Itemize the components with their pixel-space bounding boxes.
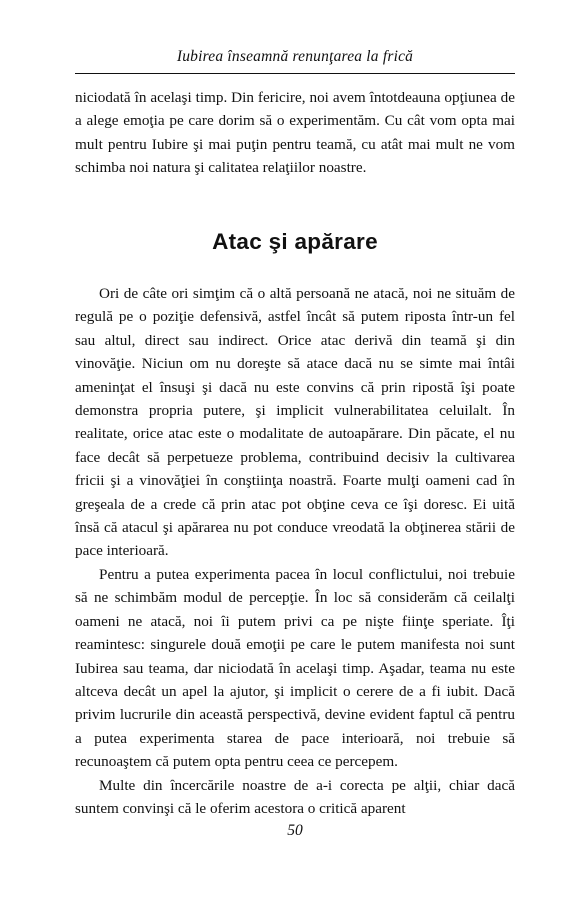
header-divider (75, 73, 515, 74)
paragraph: Pentru a putea experimenta pacea în locul conflictului, noi trebuie să ne schimbăm modul de percepţie. În loc să considerăm că ceilalţi oameni ne atacă, noi îi putem privi ca pe nişte fiinţe speriate. Îţi reamintesc: singurele două emoţii pe care le putem manifesta noi sunt Iubirea sau teama, dar niciodată în acelaşi timp. Aşadar, teama nu este altceva decât un apel la ajutor, şi implicit o cerere de a fi iubit. Dacă privim lucrurile din această perspectivă, devine evident faptul că pentru a putea experimenta starea de pace interioară, noi trebuie să recunoaştem că putem opta pentru ceea ce percepem. (75, 565, 515, 771)
page-number: 50 (287, 822, 303, 839)
section-body (75, 282, 515, 820)
paragraph: Multe din încercările noastre de a-i corecta pe alţii, chiar dacă suntem convinşi că le oferim acestora o critică aparent (75, 776, 515, 817)
paragraph: Ori de câte ori simţim că o altă persoană ne atacă, noi ne situăm de regulă pe o poziţie defensivă, astfel încât să putem riposta într-un fel sau altul, direct sau indirect. Orice atac derivă din teamă şi din vinovăţie. Niciun om nu doreşte să atace dacă nu se simte mai întâi ameninţat el însuşi şi dacă nu este convins că prin ripostă îşi poate demonstra propria putere, şi implicit vulnerabilitatea celuilalt. În realitate, orice atac este o modalitate de autoapărare. Din păcate, el nu face decât să perpetueze problema, contribuind decisiv la cultivarea fricii şi a vinovăţiei în conştiinţa noastră. Foarte mulţi oameni cad în greşeala de a crede că prin atac pot obţine ceva ce îşi doresc. Ei uită însă că atacul şi apărarea nu pot conduce vreodată la obţinerea stării de pace interioară. (75, 285, 515, 560)
running-header: Iubirea înseamnă renunţarea la frică (176, 48, 414, 65)
paragraph-text: niciodată în acelaşi timp. Din fericire, noi avem întotdeauna opţiunea de a alege emoţia pe care dorim să o experimentăm. Cu cât vom opta mai mult pentru Iubire şi mai puţin pentru teamă, cu atât mai mult ne vom schimba noi natura şi calitatea relaţiilor noastre. (75, 89, 515, 177)
section-heading: Atac şi apărare (212, 229, 378, 254)
intro-paragraph (75, 86, 515, 180)
